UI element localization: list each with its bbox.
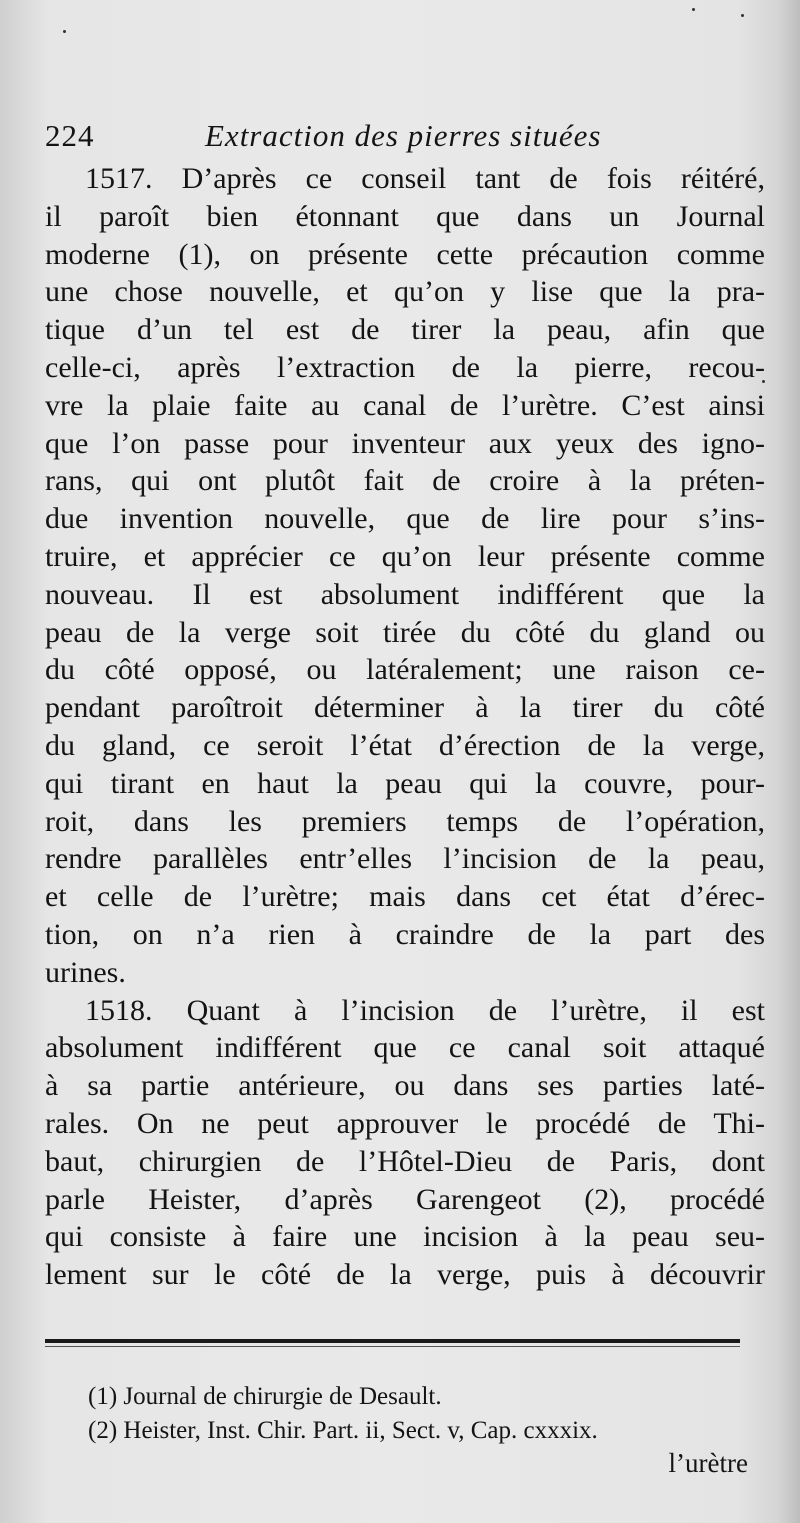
text-line: due invention nouvelle, que de lire pour s’ins-	[45, 502, 765, 536]
text-line: moderne (1), on présente cette précaution comme	[45, 237, 765, 271]
text-line: absolument indifférent que ce canal soit attaqué	[45, 1031, 765, 1065]
text-line: du côté opposé, ou latéralement; une raison ce-	[45, 653, 765, 687]
text-line: 1517. D’après ce conseil tant de fois réitéré,	[85, 162, 765, 195]
text-line: parle Heister, d’après Garengeot (2), procédé	[45, 1182, 765, 1216]
page-edge-shadow	[778, 0, 800, 1523]
page-header	[45, 118, 765, 162]
text-line: truire, et apprécier ce qu’on leur présente comme	[45, 539, 765, 573]
text-line: peau de la verge soit tirée du côté du gland ou	[45, 615, 765, 649]
footnote-rule-thin	[45, 1346, 740, 1347]
text-line: baut, chirurgien de l’Hôtel-Dieu de Paris, dont	[45, 1144, 765, 1178]
text-line: du gland, ce seroit l’état d’érection de la verge,	[45, 728, 765, 762]
running-head: Extraction des pierres situées	[205, 118, 602, 153]
text-line: rendre parallèles entr’elles l’incision de la peau,	[45, 842, 765, 876]
text-line: nouveau. Il est absolument indifférent que la	[45, 577, 765, 611]
text-line: une chose nouvelle, et qu’on y lise que la pra-	[45, 275, 765, 309]
body-text	[45, 160, 765, 1294]
footnotes	[88, 1380, 760, 1448]
text-line: à sa partie antérieure, ou dans ses parties laté-	[45, 1069, 765, 1103]
text-line: vre la plaie faite au canal de l’urètre. C’est ainsi	[45, 388, 765, 422]
text-line: rans, qui ont plutôt fait de croire à la préten-	[45, 464, 765, 498]
ink-speck	[741, 14, 744, 17]
text-line: qui consiste à faire une incision à la peau seu-	[45, 1220, 765, 1254]
text-line: que l’on passe pour inventeur aux yeux des igno-	[45, 426, 765, 460]
footnote-2: (2) Heister, Inst. Chir. Part. ii, Sect. v, Cap. cxxxix.	[88, 1417, 598, 1444]
text-line: qui tirant en haut la peau qui la couvre, pour-	[45, 766, 765, 800]
ink-speck	[692, 8, 695, 11]
ink-speck	[63, 30, 66, 33]
page-number: 224	[45, 118, 95, 153]
text-line: urines.	[45, 955, 126, 989]
text-line: pendant paroîtroit déterminer à la tirer du côté	[45, 691, 765, 725]
text-line: rales. On ne peut approuver le procédé de Thi-	[45, 1106, 765, 1140]
footnote-rule	[45, 1339, 740, 1343]
footnote-1: (1) Journal de chirurgie de Desault.	[88, 1383, 442, 1410]
catchword: l’urètre	[668, 1448, 748, 1478]
text-line: celle-ci, après l’extraction de la pierre, recou-	[45, 350, 765, 384]
text-line: tique d’un tel est de tirer la peau, afin que	[45, 313, 765, 347]
text-line: lement sur le côté de la verge, puis à découvrir	[45, 1258, 765, 1292]
text-line: tion, on n’a rien à craindre de la part des	[45, 917, 765, 951]
text-line: il paroît bien étonnant que dans un Journal	[45, 199, 765, 233]
text-line: 1518. Quant à l’incision de l’urètre, il est	[85, 993, 765, 1027]
text-line: et celle de l’urètre; mais dans cet état d’érec-	[45, 880, 765, 914]
text-line: roit, dans les premiers temps de l’opération,	[45, 804, 765, 838]
